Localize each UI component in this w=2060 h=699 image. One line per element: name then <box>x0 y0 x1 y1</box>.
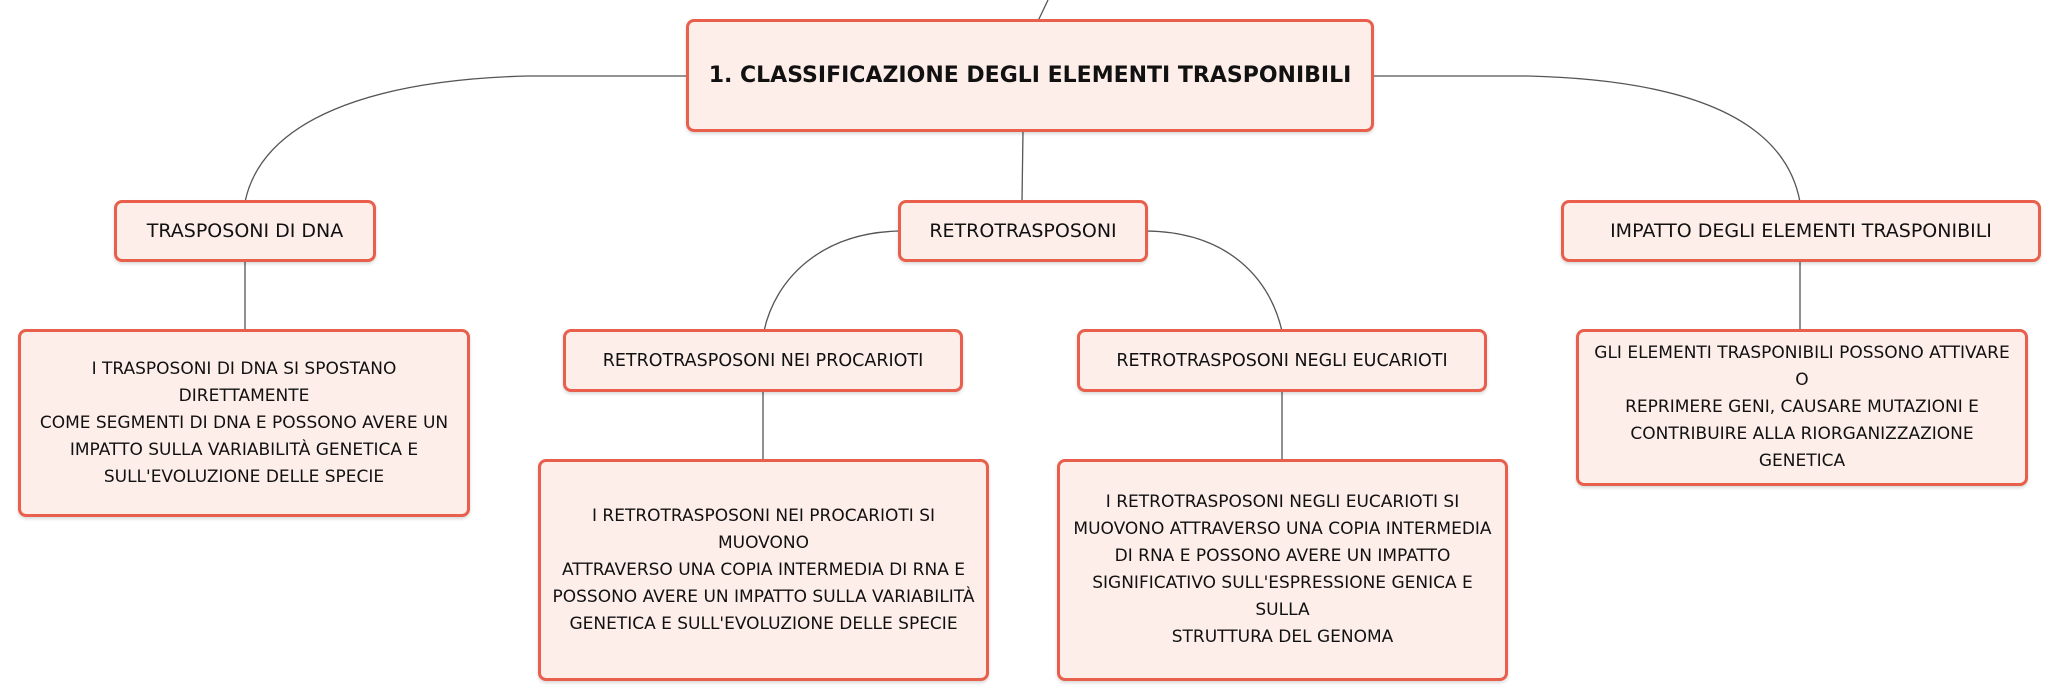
connector-root-dna <box>245 76 688 202</box>
root-title: 1. CLASSIFICAZIONE DEGLI ELEMENTI TRASPONIBILI <box>708 63 1352 88</box>
impatto-desc-node[interactable] <box>1576 329 2028 486</box>
procarioti-title: RETROTRASPOSONI NEI PROCARIOTI <box>602 350 924 371</box>
connector-parent-root <box>1038 0 1048 21</box>
impatto-node[interactable] <box>1561 200 2041 262</box>
connector-root-retro <box>1022 130 1023 202</box>
connector-root-impatto <box>1372 76 1800 202</box>
dna-node[interactable] <box>114 200 376 262</box>
eucarioti-node[interactable] <box>1077 329 1487 392</box>
retro-node[interactable] <box>898 200 1148 262</box>
dna-title: TRASPOSONI DI DNA <box>146 220 344 242</box>
procarioti-desc: I RETROTRASPOSONI NEI PROCARIOTI SI MUOVONO ATTRAVERSO UNA COPIA INTERMEDIA DI RNA E POSSONO AVERE UN IMPATTO SULLA VARIABILITÀ GENETICA E SULL'EVOLUZIONE DELLE SPECIE <box>552 505 975 634</box>
impatto-title: IMPATTO DEGLI ELEMENTI TRASPONIBILI <box>1610 220 1992 242</box>
eucarioti-desc-node[interactable] <box>1057 459 1508 681</box>
dna-desc: I TRASPOSONI DI DNA SI SPOSTANO DIRETTAMENTE COME SEGMENTI DI DNA E POSSONO AVERE UN IMPATTO SULLA VARIABILITÀ GENETICA E SULL'EVOLUZIONE DELLE SPECIE <box>39 358 449 487</box>
retro-title: RETROTRASPOSONI <box>929 220 1117 242</box>
procarioti-desc-node[interactable] <box>538 459 989 681</box>
procarioti-node[interactable] <box>563 329 963 392</box>
impatto-desc: GLI ELEMENTI TRASPONIBILI POSSONO ATTIVARE O REPRIMERE GENI, CAUSARE MUTAZIONI E CONTRIBUIRE ALLA RIORGANIZZAZIONE GENETICA <box>1594 343 2010 471</box>
root-node[interactable] <box>686 19 1374 132</box>
dna-desc-node[interactable] <box>18 329 470 517</box>
connector-retro-eucarioti <box>1146 231 1282 331</box>
eucarioti-desc: I RETROTRASPOSONI NEGLI EUCARIOTI SI MUOVONO ATTRAVERSO UNA COPIA INTERMEDIA DI RNA E POSSONO AVERE UN IMPATTO SIGNIFICATIVO SULL'ESPRESSIONE GENICA E SULLA STRUTTURA DEL GENOMA <box>1073 492 1492 647</box>
eucarioti-title: RETROTRASPOSONI NEGLI EUCARIOTI <box>1116 350 1448 371</box>
connector-retro-procarioti <box>764 231 901 331</box>
